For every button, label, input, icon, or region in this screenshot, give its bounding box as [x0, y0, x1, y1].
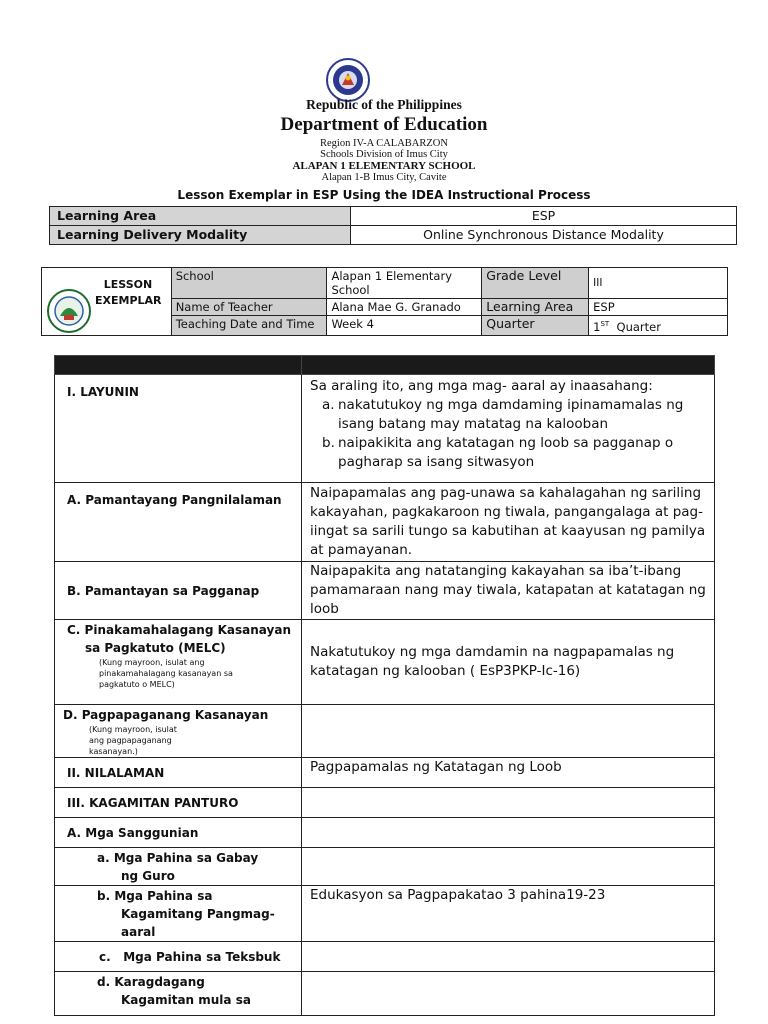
lesson-label-line-1: LESSON	[103, 278, 153, 291]
teksbuk-label	[55, 948, 301, 966]
pangnilalaman-label: A. Pamantayang Pangnilalaman	[67, 493, 282, 507]
school-value: Alapan 1 Elementary School	[327, 268, 482, 299]
pangnilalaman-content-cell	[302, 483, 715, 562]
nilalaman-text: Pagpapamalas ng Katatagan ng Loob	[310, 759, 562, 775]
gabay-label-cell	[55, 848, 302, 886]
republic-heading: Republic of the Philippines	[306, 97, 462, 112]
modality-value: Online Synchronous Distance Modality	[351, 226, 737, 245]
lesson-exemplar-cell	[42, 268, 172, 336]
teksbuk-label-text: Mga Pahina sa Teksbuk	[123, 949, 281, 964]
nilalaman-label-cell	[55, 758, 302, 788]
pagganap-text: Naipapakita ang natatanging kakayahan sa iba’t-ibang pamamaraan nang may tiwala, katapatan at katatagan ng loob	[310, 563, 706, 617]
teacher-label: Name of Teacher	[171, 299, 327, 316]
header-bar-cell	[55, 356, 302, 375]
karagdagang-marker: d.	[97, 975, 111, 989]
sanggunian-label-cell	[55, 818, 302, 848]
melc-label-1: C. Pinakamahalagang Kasanayan	[67, 623, 291, 637]
teaching-date-label: Teaching Date and Time	[171, 316, 327, 336]
nilalaman-row	[55, 758, 715, 788]
pagpapaganang-note: (Kung mayroon, isulat ang pagpapaganang kasanayan.)	[89, 725, 177, 756]
karagdagang-label-2: Kagamitan mula sa	[121, 993, 251, 1007]
school-name: ALAPAN 1 ELEMENTARY SCHOOL	[292, 160, 476, 172]
table-header-bar	[55, 356, 715, 375]
melc-content-cell	[302, 620, 715, 705]
kagamitang-text: Edukasyon sa Pagpapakatao 3 pahina19-23	[310, 887, 606, 903]
teksbuk-row	[55, 942, 715, 972]
grade-level-label: Grade Level	[482, 268, 589, 299]
pamantayan-sa-pagganap-row	[55, 562, 715, 620]
modality-label: Learning Delivery Modality	[50, 226, 351, 245]
kagamitang-label-1	[55, 886, 301, 905]
quarter-value	[589, 316, 728, 336]
karagdagang-label-cell	[55, 972, 302, 1016]
kagamitang-content-cell	[302, 886, 715, 942]
kagamitang-marker: b.	[97, 889, 111, 903]
layunin-marker-b: b.	[322, 435, 335, 451]
melc-text: Nakatutukoy ng mga damdamin na nagpapamalas ng katatagan ng kalooban ( EsP3PKP-Ic-16)	[310, 644, 675, 679]
gabay-label-text-1: Mga Pahina sa Gabay	[113, 851, 259, 865]
kagamitan-content-cell	[302, 788, 715, 818]
kagamitan-row	[55, 788, 715, 818]
karagdagang-label-1	[55, 972, 301, 991]
school-address: Alapan 1-B Imus City, Cavite	[321, 172, 447, 183]
pamantayang-pangnilalaman-row	[55, 483, 715, 562]
quarter-label: Quarter	[482, 316, 589, 336]
info-row-school	[42, 268, 728, 299]
nilalaman-content-cell	[302, 758, 715, 788]
department-heading: Department of Education	[280, 114, 488, 135]
layunin-item-b	[322, 434, 714, 472]
sanggunian-label: A. Mga Sanggunian	[67, 825, 199, 840]
kagamitan-label: III. KAGAMITAN PANTURO	[67, 795, 239, 810]
melc-row	[55, 620, 715, 705]
teacher-value: Alana Mae G. Granado	[327, 299, 482, 316]
kagamitan-label-cell	[55, 788, 302, 818]
karagdagang-label-text-1: Karagdagang	[114, 975, 205, 989]
pagganap-label-cell	[55, 562, 302, 620]
melc-label-2: sa Pagkatuto (MELC)	[85, 641, 226, 655]
layunin-content-cell	[302, 375, 715, 483]
gabay-content-cell	[302, 848, 715, 886]
lesson-label-line-2: EXEMPLAR	[95, 294, 162, 307]
grade-level-value: III	[589, 268, 728, 299]
gabay-row	[55, 848, 715, 886]
lesson-plan-table	[54, 355, 715, 1016]
layunin-list	[302, 396, 714, 472]
pagganap-label: B. Pamantayan sa Pagganap	[67, 583, 260, 598]
learning-area-row	[50, 207, 737, 226]
pagpapaganang-content-cell	[302, 705, 715, 758]
layunin-intro: Sa araling ito, ang mga mag- aaral ay inaasahang:	[310, 378, 653, 394]
karagdagang-content-cell	[302, 972, 715, 1016]
kagamitang-label-3: aaral	[121, 925, 156, 939]
header-bar-cell	[302, 356, 715, 375]
deped-seal-logo	[326, 58, 370, 102]
school-label: School	[171, 268, 327, 299]
pagpapaganang-row	[55, 705, 715, 758]
melc-note: (Kung mayroon, isulat ang pinakamahalagang kasanayan sa pagkatuto o MELC)	[99, 658, 233, 689]
kagamitang-label-text-1: Mga Pahina sa	[114, 889, 213, 903]
division-text: Schools Division of Imus City	[320, 149, 448, 160]
gabay-label-2: ng Guro	[121, 869, 175, 883]
teksbuk-label-cell	[55, 942, 302, 972]
melc-label-cell	[55, 620, 302, 705]
info-learning-area-label: Learning Area	[482, 299, 589, 316]
info-learning-area-value: ESP	[589, 299, 728, 316]
gabay-label-1	[55, 848, 301, 867]
pagpapaganang-label-cell	[55, 705, 302, 758]
modality-row	[50, 226, 737, 245]
teksbuk-marker: c.	[99, 949, 111, 964]
kagamitang-label-cell	[55, 886, 302, 942]
kagamitang-pangmag-aaral-row	[55, 886, 715, 942]
quarter-superscript: ST	[600, 320, 610, 328]
learning-area-table	[49, 206, 737, 245]
kagamitang-label-2: Kagamitang Pangmag-	[121, 907, 275, 921]
layunin-marker-a: a.	[322, 397, 335, 413]
lesson-exemplar-label	[95, 277, 161, 309]
gabay-marker: a.	[97, 851, 110, 865]
layunin-item-a	[322, 396, 714, 434]
lesson-info-table	[41, 267, 728, 336]
learning-area-label: Learning Area	[50, 207, 351, 226]
lesson-title: Lesson Exemplar in ESP Using the IDEA Instructional Process	[177, 188, 591, 202]
nilalaman-label: II. NILALAMAN	[67, 765, 165, 780]
teaching-date-value: Week 4	[327, 316, 482, 336]
layunin-row	[55, 375, 715, 483]
layunin-label-cell	[55, 375, 302, 483]
pagganap-content-cell	[302, 562, 715, 620]
layunin-text-b: naipakikita ang katatagan ng loob sa pagganap o pagharap sa isang sitwasyon	[338, 435, 674, 470]
teksbuk-content-cell	[302, 942, 715, 972]
region-text: Region IV-A CALABARZON	[320, 138, 448, 149]
layunin-label: I. LAYUNIN	[67, 385, 139, 399]
pangnilalaman-label-cell	[55, 483, 302, 562]
quarter-number: 1	[593, 319, 601, 334]
quarter-word: Quarter	[616, 319, 661, 334]
karagdagang-row	[55, 972, 715, 1016]
sanggunian-content-cell	[302, 818, 715, 848]
learning-area-value: ESP	[351, 207, 737, 226]
school-logo	[46, 288, 92, 334]
layunin-text-a: nakatutukoy ng mga damdaming ipinamamalas ng isang batang may matatag na kalooban	[338, 397, 684, 432]
pangnilalaman-text: Naipapamalas ang pag-unawa sa kahalagahan ng sariling kakayahan, pagkakaroon ng tiwala, pangangalaga at pag-iingat sa sarili tungo sa kabutihan at kaayusan ng pamilya at pamayanan.	[310, 485, 706, 558]
sanggunian-row	[55, 818, 715, 848]
pagpapaganang-label: D. Pagpapaganang Kasanayan	[63, 708, 269, 722]
